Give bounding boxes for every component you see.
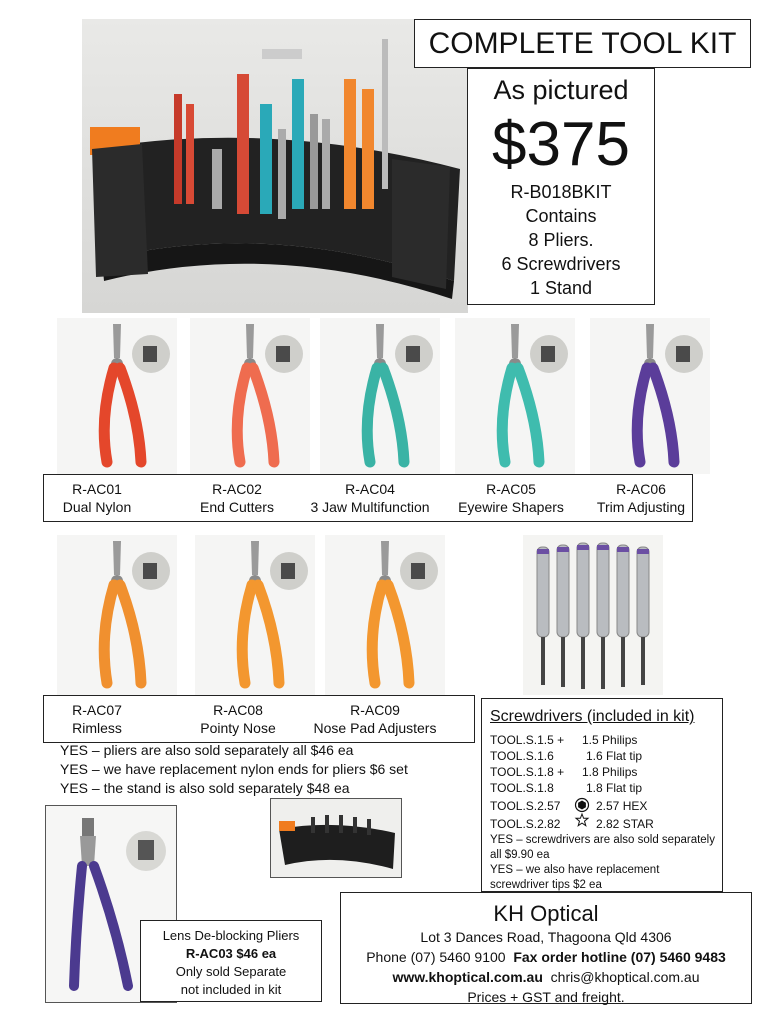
- plier-code: R-AC02: [212, 481, 262, 497]
- company-name: KH Optical: [493, 901, 599, 926]
- note-nylon-ends: YES – we have replacement nylon ends for pliers $6 set: [60, 761, 408, 777]
- screwdriver-desc: 1.5 Philips: [582, 733, 638, 747]
- screwdriver-row: [490, 781, 643, 796]
- screwdriver-row: [490, 765, 638, 780]
- note-stand: YES – the stand is also sold separately $48 ea: [60, 780, 350, 796]
- plier-label: [436, 480, 586, 516]
- plier-photo: [190, 318, 310, 474]
- lens-title: Lens De-blocking Pliers: [162, 928, 300, 943]
- star-icon: [574, 813, 590, 829]
- as-pictured-label: As pictured: [493, 75, 629, 105]
- screwdriver-code: TOOL.S.1.5 +: [490, 733, 565, 747]
- plier-label: [295, 480, 445, 516]
- plier-code: R-AC07: [72, 702, 122, 718]
- screwdriver-desc: 1.8 Philips: [582, 765, 638, 779]
- screwdriver-note-1: YES – screwdrivers are also sold separately all $9.90 ea: [490, 834, 715, 861]
- stand-photo: [270, 798, 402, 878]
- screwdriver-desc: 1.8 Flat tip: [586, 781, 643, 795]
- screwdriver-desc: 1.6 Flat tip: [586, 749, 643, 763]
- company-terms: Prices + GST and freight.: [467, 989, 625, 1005]
- plier-photo: [590, 318, 710, 474]
- company-website[interactable]: www.khoptical.com.au: [392, 969, 543, 985]
- note-pliers: YES – pliers are also sold separately all $46 ea: [60, 742, 354, 758]
- company-contacts: [341, 947, 751, 967]
- plier-label: [163, 701, 313, 737]
- plier-photo: [455, 318, 575, 474]
- plier-code: R-AC04: [345, 481, 395, 497]
- screwdriver-note-2: YES – we also have replacement screwdriver tips $2 ea: [490, 864, 660, 891]
- company-panel: [340, 892, 752, 1004]
- plier-code: R-AC09: [350, 702, 400, 718]
- company-address: Lot 3 Dances Road, Thagoona Qld 4306: [420, 929, 672, 945]
- plier-photo: [320, 318, 440, 474]
- screwdrivers-heading: Screwdrivers (included in kit): [490, 708, 695, 725]
- lens-line-1: Only sold Separate: [175, 964, 287, 979]
- lens-deblocking-panel: [140, 920, 322, 1002]
- plier-name: End Cutters: [200, 499, 274, 515]
- kit-price: $375: [492, 110, 630, 179]
- plier-name: Eyewire Shapers: [458, 499, 564, 515]
- screwdriver-row: [490, 749, 643, 764]
- screwdriver-code: TOOL.S.1.6: [490, 749, 554, 763]
- plier-name: Pointy Nose: [200, 720, 276, 736]
- lens-code-price: R-AC03 $46 ea: [185, 946, 277, 961]
- plier-name: Trim Adjusting: [596, 499, 686, 515]
- price-panel: [467, 68, 655, 305]
- plier-photo: [57, 318, 177, 474]
- screwdrivers-panel: [481, 698, 723, 892]
- lens-line-2: not included in kit: [180, 982, 282, 997]
- screwdrivers-photo: [523, 535, 663, 695]
- screwdriver-row: [490, 733, 638, 748]
- plier-code: R-AC06: [616, 481, 666, 497]
- plier-name: Nose Pad Adjusters: [313, 720, 437, 736]
- pliers-count: 8 Pliers.: [528, 230, 594, 250]
- plier-label: [300, 701, 450, 737]
- screwdrivers-count: 6 Screwdrivers: [501, 254, 621, 274]
- plier-photo: [325, 535, 445, 695]
- plier-photo: [195, 535, 315, 695]
- plier-label: [566, 480, 716, 516]
- plier-label: [22, 480, 172, 516]
- screwdriver-code: TOOL.S.1.8: [490, 781, 554, 795]
- tool-kit-stand-photo: [82, 19, 468, 313]
- plier-code: R-AC01: [72, 481, 122, 497]
- page-title: COMPLETE TOOL KIT: [414, 19, 751, 68]
- company-fax: Fax order hotline (07) 5460 9483: [513, 949, 726, 965]
- screwdriver-code: TOOL.S.1.8 +: [490, 765, 565, 779]
- screwdriver-row: [490, 817, 654, 832]
- screwdriver-code: TOOL.S.2.57: [490, 799, 561, 813]
- contains-label: Contains: [525, 206, 597, 226]
- company-email[interactable]: chris@khoptical.com.au: [550, 969, 700, 985]
- company-phone: Phone (07) 5460 9100: [366, 949, 506, 965]
- plier-photo: [57, 535, 177, 695]
- plier-name: Dual Nylon: [62, 499, 132, 515]
- plier-label: [162, 480, 312, 516]
- plier-code: R-AC08: [213, 702, 263, 718]
- plier-code: R-AC05: [486, 481, 536, 497]
- hex-icon: [574, 797, 590, 813]
- plier-name: 3 Jaw Multifunction: [310, 499, 430, 515]
- plier-label: [22, 701, 172, 737]
- screwdriver-code: TOOL.S.2.82: [490, 817, 561, 831]
- plier-name: Rimless: [72, 720, 122, 736]
- kit-code: R-B018BKIT: [510, 182, 612, 202]
- screwdriver-desc: 2.82 STAR: [596, 817, 654, 831]
- stand-count: 1 Stand: [529, 278, 593, 298]
- screwdriver-desc: 2.57 HEX: [596, 799, 648, 813]
- screwdriver-row: [490, 799, 648, 814]
